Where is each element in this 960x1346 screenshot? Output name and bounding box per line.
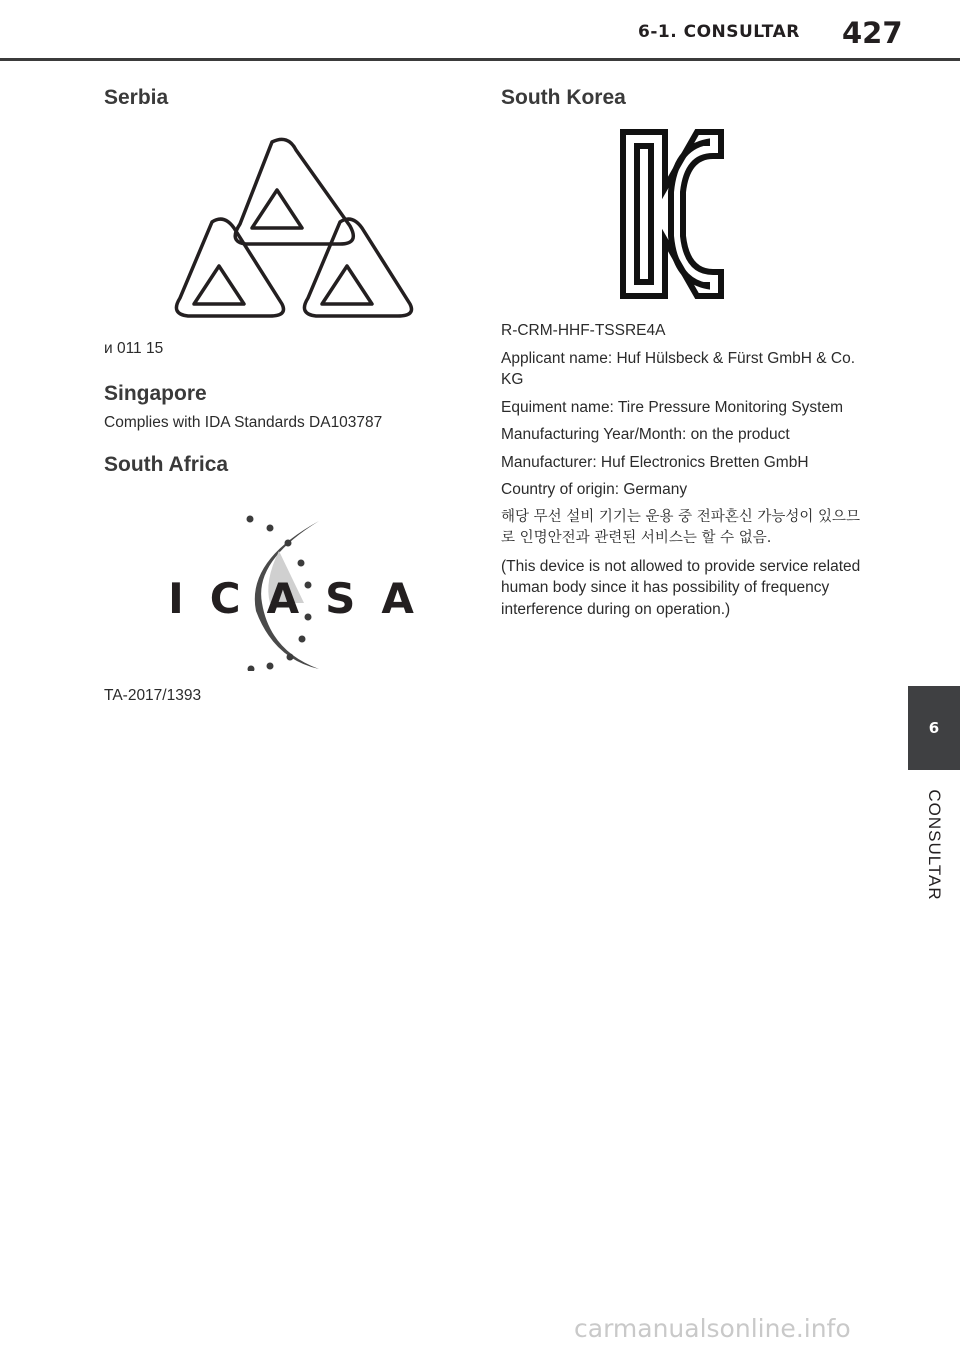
right-column [501,80,861,620]
korea-paragraph: Manufacturer: Huf Electronics Bretten GmbH [501,453,809,471]
icasa-logo [104,491,444,671]
watermark: carmanualsonline.info [574,1314,851,1343]
chapter-label: CONSULTAR [925,789,944,901]
korea-paragraph: Equiment name: Tire Pressure Monitoring System [501,398,843,416]
header-divider [0,58,960,61]
korea-paragraph: Applicant name: Huf Hülsbeck & Fürst GmbH & Co. KG [501,349,856,388]
singapore-text: Complies with IDA Standards DA103787 [104,413,383,431]
singapore-heading: Singapore [104,381,207,405]
serbia-heading: Serbia [104,86,169,109]
left-column [104,80,444,707]
korea-paragraph: R-CRM-HHF-TSSRE4A [501,322,666,339]
icasa-logo-text: ICASA [168,574,440,623]
chapter-tab[interactable]: 6 [908,686,960,770]
section-title: 6-1. CONSULTAR [638,22,800,42]
south-africa-heading: South Africa [104,453,229,476]
korea-paragraph: Country of origin: Germany [501,481,688,498]
page-number: 427 [842,16,903,50]
korea-details [501,320,861,620]
serbia-triangle-logo [104,124,444,324]
korea-paragraph: Manufacturing Year/Month: on the product [501,426,790,443]
korea-paragraph-korean: 해당 무선 설비 기기는 운용 중 전파혼신 가능성이 있으므로 인명안전과 관련된 서비스는 할 수 없음. [501,508,861,546]
korea-paragraph: (This device is not allowed to provide service related human body since it has possibility of frequency interference during on operation.) [501,557,861,618]
kc-mark-logo [501,128,841,300]
south-korea-heading: South Korea [501,86,626,109]
south-africa-code: TA-2017/1393 [104,687,202,704]
serbia-code: и 011 15 [104,340,164,357]
